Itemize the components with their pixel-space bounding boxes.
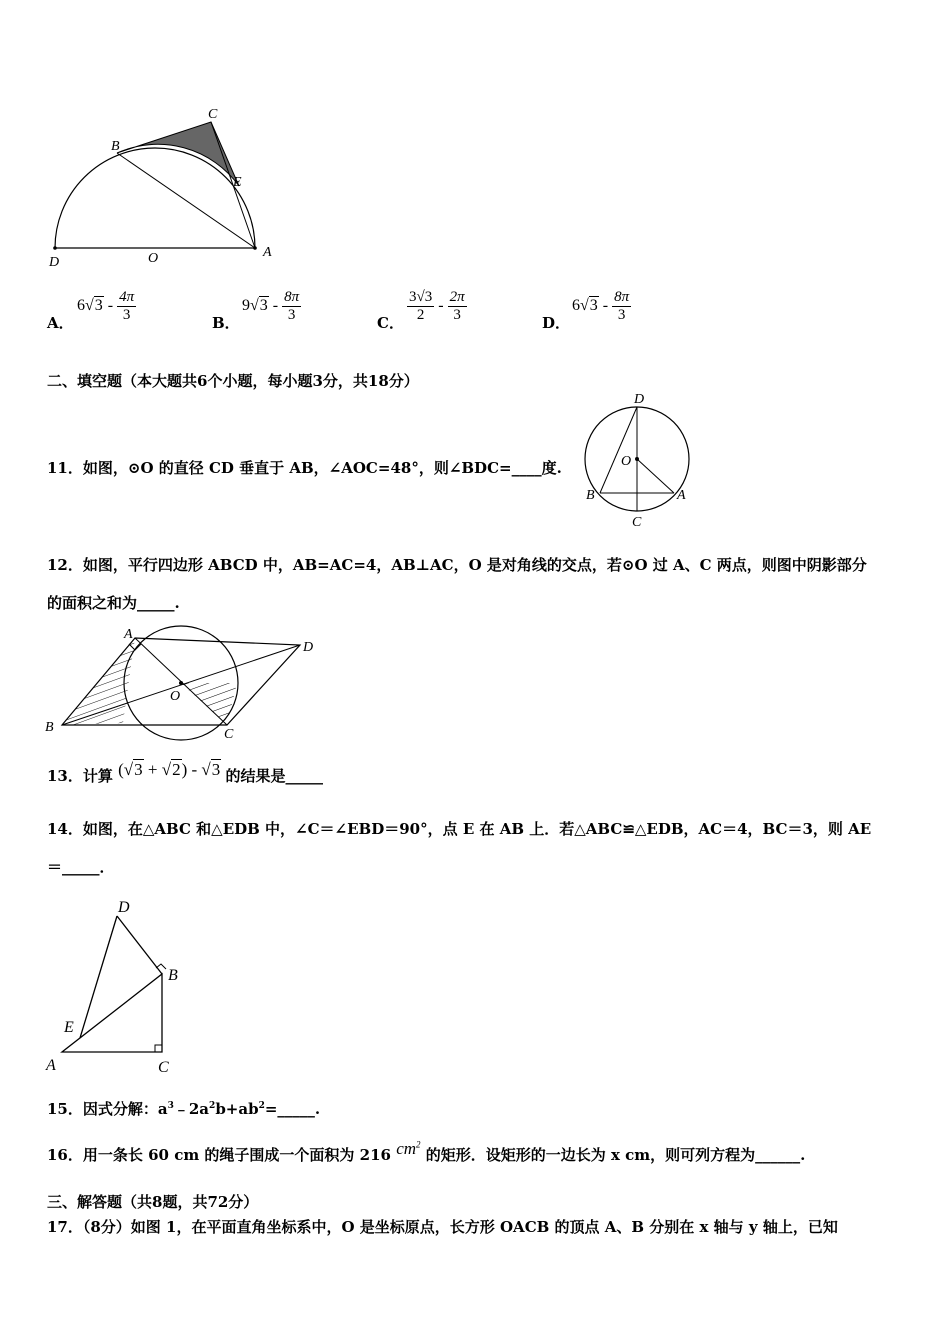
option-letter: A．	[47, 314, 74, 332]
label-C: C	[632, 515, 642, 530]
option-b[interactable]: B． 9√3 - $\frac{8\pi}{3}$	[212, 289, 300, 332]
option-letter: B．	[212, 314, 240, 332]
segment-BA	[117, 153, 255, 248]
label-A: A	[263, 245, 272, 260]
label-D: D	[303, 640, 314, 655]
q14-figure	[40, 892, 190, 1077]
label-A: A	[124, 627, 133, 642]
label-E: E	[233, 175, 242, 190]
question-15: 15．因式分解：$a^3﹣2a^2b+ab^2=\_\_\_\_\_$.	[47, 1100, 321, 1118]
label-B: B	[45, 720, 54, 735]
label-D: D	[49, 255, 60, 270]
question-16: 16．用一条长 60 cm 的绳子围成一个面积为 216 $cm^2$ 的矩形．设矩形的一边长为 x cm，则可列方程为______.	[47, 1139, 806, 1164]
q10-figure	[40, 100, 290, 275]
question-17: 17．（8分）如图 1，在平面直角坐标系中，O 是坐标原点，长方形 OACB 的顶点 A、B 分别在 x 轴与 y 轴上，已知	[47, 1218, 838, 1236]
q11-figure	[578, 387, 700, 532]
question-14-line-2: ＝_____．	[47, 858, 115, 876]
label-A: A	[677, 488, 686, 503]
shaded-region	[117, 122, 239, 186]
question-12-line-1: 12．如图，平行四边形 ABCD 中，AB=AC=4，AB⊥AC，O 是对角线的交点，若⊙O 过 A、C 两点，则图中阴影部分	[47, 556, 867, 574]
q12-figure	[40, 625, 330, 745]
option-letter: C．	[377, 314, 404, 332]
label-B: B	[111, 139, 120, 154]
section-heading-solutions: 三、解答题（共8题，共72分）	[47, 1193, 259, 1211]
label-A: A	[46, 1057, 56, 1074]
label-D: D	[118, 899, 130, 916]
label-B: B	[168, 967, 178, 984]
label-O: O	[621, 454, 632, 469]
label-C: C	[208, 107, 218, 122]
question-12-line-2: 的面积之和为_____.	[47, 594, 180, 612]
label-O: O	[148, 251, 159, 266]
label-O: O	[170, 689, 181, 704]
option-c[interactable]: C． $\frac{3√3}{2}$ - $\frac{2\pi}{3}$	[377, 289, 465, 332]
option-letter: D．	[542, 314, 571, 332]
label-C: C	[224, 727, 234, 742]
label-C: C	[158, 1059, 169, 1076]
label-B: B	[586, 488, 595, 503]
question-13: 13．计算 (√3 + √2) - √3 的结果是_____	[47, 760, 324, 785]
section-heading-fill-blank: 二、填空题（本大题共6个小题，每小题3分，共18分）	[47, 372, 419, 390]
option-d[interactable]: D． 6√3 - $\frac{8\pi}{3}$	[542, 289, 630, 332]
question-11: 11．如图，⊙O 的直径 CD 垂直于 AB，∠AOC=48°，则∠BDC=____度.	[47, 459, 562, 477]
option-a[interactable]: A． 6√3 - $\frac{4\pi}{3}$	[47, 289, 135, 332]
question-14-line-1: 14．如图，在△ABC 和△EDB 中，∠C＝∠EBD＝90°，点 E 在 AB 上．若△ABC≌△EDB，AC＝4，BC＝3，则 AE	[47, 820, 872, 838]
label-E: E	[64, 1019, 74, 1036]
label-D: D	[634, 392, 645, 407]
